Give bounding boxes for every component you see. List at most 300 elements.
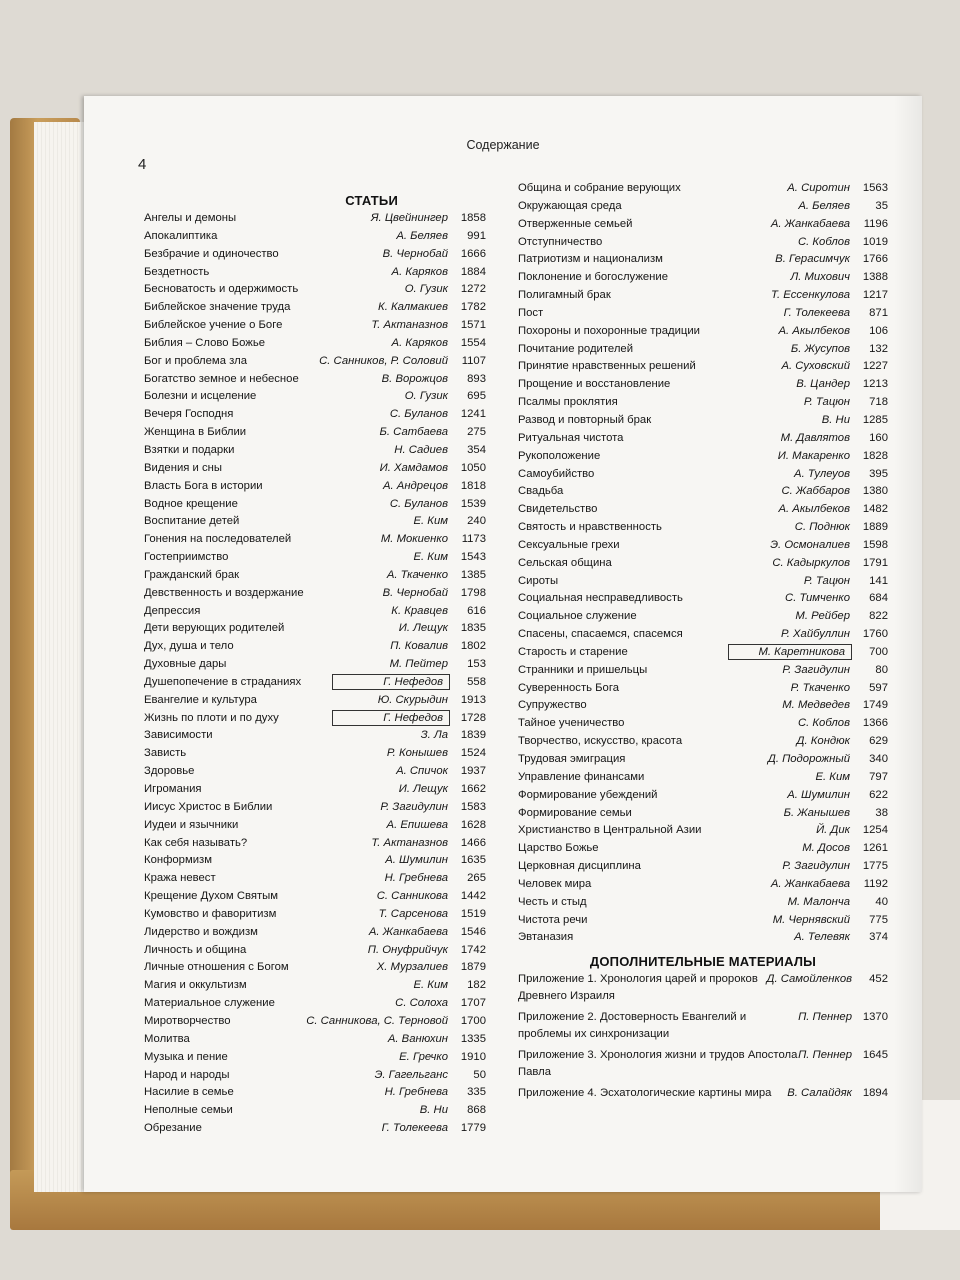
entry-title: Бог и проблема зла <box>144 354 248 367</box>
entry-author: Р. Конышев <box>386 747 448 760</box>
toc-entry[interactable] <box>518 305 888 323</box>
entry-author: В. Цандер <box>796 378 850 391</box>
entry-title: Иудеи и язычники <box>144 818 239 831</box>
entry-page-number: 1779 <box>460 1122 486 1135</box>
entry-author: С. Санникова <box>376 890 448 903</box>
entry-title: Воспитание детей <box>144 515 240 528</box>
entry-author: С. Жаббаров <box>781 485 850 498</box>
entry-page-number: 797 <box>869 770 888 783</box>
entry-author: Р. Загидулин <box>782 860 850 873</box>
entry-author: А. Беляев <box>396 229 448 242</box>
entry-title: Личные отношения с Богом <box>144 961 289 974</box>
left-column <box>144 192 486 1138</box>
toc-entry[interactable] <box>518 537 888 555</box>
toc-entry[interactable] <box>518 733 888 751</box>
toc-entry[interactable] <box>518 251 888 269</box>
entry-page-number: 1635 <box>460 854 486 867</box>
entry-title: Апокалиптика <box>144 229 218 242</box>
entry-title: Бесноватость и одержимость <box>144 283 299 296</box>
entry-page-number: 1858 <box>460 212 486 224</box>
entry-page-number: 160 <box>869 431 888 444</box>
entry-title: Гражданский брак <box>144 568 240 581</box>
toc-entry[interactable] <box>518 448 888 466</box>
entry-author: Д. Подорожный <box>767 753 850 765</box>
entry-title: Молитва <box>144 1032 190 1045</box>
entry-page-number: 1910 <box>460 1050 486 1063</box>
toc-entry[interactable] <box>144 335 486 353</box>
entry-title: Зависть <box>144 747 187 760</box>
right-column <box>518 180 888 1106</box>
entry-author: А. Каряков <box>391 265 448 278</box>
entry-author: Р. Хайбуллин <box>780 628 850 641</box>
toc-entry[interactable] <box>518 626 888 644</box>
entry-title: Здоровье <box>144 765 195 778</box>
toc-entry[interactable] <box>144 549 486 567</box>
entry-page-number: 893 <box>467 372 486 385</box>
entry-page-number: 1913 <box>460 693 486 706</box>
appendix-author: П. Пеннер <box>798 1049 852 1062</box>
entry-page-number: 1766 <box>862 253 888 266</box>
toc-entry[interactable] <box>518 519 888 537</box>
entry-page-number: 695 <box>467 390 486 403</box>
entry-page-number: 1519 <box>460 907 486 920</box>
toc-entry[interactable] <box>518 680 888 698</box>
entry-page-number: 1554 <box>460 336 486 349</box>
entry-title: Личность и община <box>144 943 247 956</box>
entry-page-number: 1196 <box>863 217 888 230</box>
toc-entry[interactable] <box>518 269 888 287</box>
entry-page-number: 182 <box>467 979 486 992</box>
toc-entry[interactable] <box>518 394 888 412</box>
entry-author: Э. Осмоналиев <box>770 538 850 551</box>
toc-entry[interactable] <box>518 769 888 787</box>
toc-entry[interactable] <box>518 287 888 305</box>
entry-author: Я. Цвейнингер <box>370 212 448 224</box>
entry-title: Социальное служение <box>518 610 637 623</box>
entry-title: Церковная дисциплина <box>518 860 641 873</box>
entry-title: Крещение Духом Святым <box>144 890 279 903</box>
entry-page-number: 1662 <box>460 783 486 795</box>
entry-author: И. Лещук <box>398 622 448 635</box>
entry-author: Г. Толекеева <box>783 306 850 319</box>
entry-page-number: 1666 <box>460 247 486 260</box>
toc-entry[interactable] <box>144 317 486 335</box>
entry-page-number: 141 <box>869 574 888 587</box>
entry-author: М. Мокиенко <box>380 533 448 546</box>
page-number: 4 <box>138 156 147 173</box>
entry-page-number: 1254 <box>862 824 888 837</box>
toc-entry[interactable] <box>144 888 486 906</box>
entry-author: С. Кадыркулов <box>772 556 850 569</box>
toc-entry[interactable] <box>144 781 486 799</box>
entry-title: Иисус Христос в Библии <box>144 800 273 813</box>
toc-entry[interactable] <box>518 858 888 876</box>
entry-author: Н. Гребнева <box>384 872 448 885</box>
entry-author: И. Макаренко <box>777 449 850 462</box>
entry-title: Женщина в Библии <box>144 426 247 439</box>
toc-entry[interactable] <box>518 234 888 252</box>
right-entry-list <box>518 180 888 947</box>
toc-entry[interactable] <box>144 727 486 745</box>
entry-author: А. Сиротин <box>787 182 850 194</box>
entry-author: М. Пейтер <box>389 658 448 671</box>
entry-title: Святость и нравственность <box>518 521 662 534</box>
entry-page-number: 1839 <box>460 729 486 742</box>
toc-entry[interactable] <box>144 745 486 763</box>
toc-entry[interactable] <box>144 620 486 638</box>
entry-page-number: 1217 <box>862 289 888 302</box>
entry-author: З. Ла <box>420 729 448 742</box>
entry-author: С. Солоха <box>395 997 448 1010</box>
toc-entry[interactable] <box>518 608 888 626</box>
entry-page-number: 622 <box>869 788 888 801</box>
entry-author: С. Коблов <box>797 235 850 248</box>
toc-entry[interactable] <box>144 585 486 603</box>
entry-page-number: 240 <box>467 515 486 528</box>
entry-page-number: 1335 <box>460 1032 486 1045</box>
appendix-entry[interactable] <box>518 1085 888 1102</box>
toc-entry[interactable] <box>144 1067 486 1085</box>
entry-author: А. Жанкабаева <box>770 217 850 230</box>
entry-author: В. Чернобай <box>382 586 448 599</box>
entry-author: Б. Жанышев <box>783 806 850 819</box>
toc-entry[interactable] <box>518 697 888 715</box>
toc-entry[interactable] <box>518 180 888 198</box>
entry-page-number: 1385 <box>460 568 486 581</box>
entry-author: Б. Сатбаева <box>379 426 448 439</box>
entry-title: Бездетность <box>144 265 210 278</box>
entry-page-number: 1628 <box>460 818 486 831</box>
entry-page-number: 1466 <box>460 836 486 849</box>
entry-author: С. Санникова, С. Терновой <box>306 1014 448 1027</box>
toc-entry[interactable] <box>144 995 486 1013</box>
entry-author: С. Санников, Р. Соловий <box>319 354 448 367</box>
entry-page-number: 1241 <box>460 408 486 421</box>
entry-author: А. Ткаченко <box>386 568 448 581</box>
toc-entry[interactable] <box>144 513 486 531</box>
toc-entry[interactable] <box>518 787 888 805</box>
entry-title: Поклонение и богослужение <box>518 271 669 284</box>
toc-entry[interactable] <box>144 710 486 728</box>
toc-entry[interactable] <box>144 799 486 817</box>
entry-author: А. Епишева <box>386 818 448 831</box>
toc-entry[interactable] <box>144 852 486 870</box>
entry-author: Е. Гречко <box>399 1050 448 1063</box>
entry-author: Э. Гагельганс <box>374 1068 448 1081</box>
toc-entry[interactable] <box>144 388 486 406</box>
entry-title: Конформизм <box>144 854 212 867</box>
toc-entry[interactable] <box>144 353 486 371</box>
entry-title: Суверенность Бога <box>518 681 619 694</box>
entry-page-number: 132 <box>869 342 888 355</box>
entry-page-number: 1583 <box>460 800 486 813</box>
entry-page-number: 1879 <box>460 961 486 974</box>
entry-title: Рукоположение <box>518 449 601 462</box>
entry-title: Сельская община <box>518 556 612 569</box>
book-page <box>84 96 922 1192</box>
toc-entry[interactable] <box>518 198 888 216</box>
entry-author: С. Тимченко <box>785 592 850 605</box>
toc-entry[interactable] <box>144 1102 486 1120</box>
entry-title: Спасены, спасаемся, спасемся <box>518 628 683 641</box>
toc-entry[interactable] <box>144 478 486 496</box>
toc-entry[interactable] <box>144 1013 486 1031</box>
toc-entry[interactable] <box>518 805 888 823</box>
entry-page-number: 1539 <box>460 497 486 510</box>
toc-entry[interactable] <box>518 751 888 769</box>
toc-entry[interactable] <box>144 1049 486 1067</box>
toc-entry[interactable] <box>518 590 888 608</box>
entry-page-number: 684 <box>869 592 888 605</box>
appendix-entry[interactable] <box>518 971 888 1005</box>
entry-title: Свидетельство <box>518 503 598 516</box>
toc-entry[interactable] <box>144 281 486 299</box>
entry-title: Формирование убеждений <box>518 788 658 801</box>
entry-author: М. Каретникова <box>728 644 852 660</box>
toc-entry[interactable] <box>144 763 486 781</box>
entry-author: М. Малонча <box>787 895 850 908</box>
entry-page-number: 265 <box>467 872 486 885</box>
entry-author: С. Буланов <box>389 408 448 421</box>
entry-author: Р. Тацюн <box>803 396 850 409</box>
toc-entry[interactable] <box>518 376 888 394</box>
entry-author: С. Буланов <box>389 497 448 510</box>
entry-page-number: 1818 <box>460 479 486 492</box>
toc-entry[interactable] <box>144 228 486 246</box>
appendix-title: Приложение 4. Эсхатологические картины мира <box>518 1087 772 1100</box>
toc-entry[interactable] <box>518 715 888 733</box>
entry-page-number: 1835 <box>460 622 486 635</box>
entry-title: Кумовство и фаворитизм <box>144 907 277 920</box>
entry-title: Библия – Слово Божье <box>144 336 266 349</box>
entry-page-number: 1192 <box>863 877 888 890</box>
entry-author: Г. Толекеева <box>381 1122 448 1135</box>
toc-entry[interactable] <box>144 906 486 924</box>
entry-page-number: 1107 <box>461 354 486 367</box>
entry-author: А. Тулеуов <box>794 467 850 480</box>
toc-entry[interactable] <box>518 894 888 912</box>
entry-title: Патриотизм и национализм <box>518 253 663 266</box>
entry-author: К. Калмакиев <box>378 301 448 314</box>
toc-entry[interactable] <box>518 644 888 662</box>
entry-page-number: 700 <box>869 645 888 658</box>
entry-author: А. Суховский <box>781 360 850 373</box>
toc-entry[interactable] <box>518 216 888 234</box>
entry-page-number: 597 <box>869 681 888 694</box>
entry-page-number: 1285 <box>862 413 888 426</box>
appendix-page-number: 1645 <box>862 1049 888 1062</box>
appendix-author: В. Салайдяк <box>787 1087 852 1100</box>
toc-entry[interactable] <box>144 567 486 585</box>
toc-entry[interactable] <box>518 929 888 947</box>
entry-title: Духовные дары <box>144 658 227 671</box>
toc-entry[interactable] <box>144 1084 486 1102</box>
entry-page-number: 80 <box>875 663 888 676</box>
entry-title: Гонения на последователей <box>144 533 292 546</box>
entry-page-number: 1760 <box>862 628 888 641</box>
entry-title: Сироты <box>518 574 559 587</box>
entry-page-number: 558 <box>467 675 486 688</box>
entry-title: Жизнь по плоти и по духу <box>144 711 279 724</box>
entry-author: Т. Актаназнов <box>371 836 448 849</box>
entry-title: Принятие нравственных решений <box>518 360 696 373</box>
entry-title: Царство Божье <box>518 842 599 855</box>
toc-entry[interactable] <box>518 341 888 359</box>
entry-author: О. Гузик <box>404 390 448 403</box>
toc-entry[interactable] <box>144 299 486 317</box>
entry-page-number: 868 <box>467 1104 486 1117</box>
entry-title: Дух, душа и тело <box>144 640 234 653</box>
toc-entry[interactable] <box>518 876 888 894</box>
toc-entry[interactable] <box>518 573 888 591</box>
toc-entry[interactable] <box>144 835 486 853</box>
entry-page-number: 335 <box>467 1086 486 1099</box>
entry-author: Р. Загидулин <box>380 800 448 813</box>
entry-title: Самоубийство <box>518 467 595 480</box>
entry-title: Творчество, искусство, красота <box>518 735 683 748</box>
entry-author: Р. Загидулин <box>782 663 850 676</box>
appendix-entry[interactable] <box>518 1047 888 1081</box>
entry-author: И. Лещук <box>398 783 448 795</box>
entry-title: Человек мира <box>518 877 592 890</box>
toc-entry[interactable] <box>518 840 888 858</box>
entry-page-number: 1728 <box>460 711 486 724</box>
entry-title: Развод и повторный брак <box>518 413 652 426</box>
entry-author: М. Медведев <box>782 699 850 712</box>
entry-page-number: 395 <box>869 467 888 480</box>
entry-author: С. Коблов <box>797 717 850 730</box>
entry-page-number: 1828 <box>862 449 888 462</box>
toc-entry[interactable] <box>144 210 486 228</box>
entry-author: Н. Гребнева <box>384 1086 448 1099</box>
toc-entry[interactable] <box>144 870 486 888</box>
toc-entry[interactable] <box>144 959 486 977</box>
entry-title: Депрессия <box>144 604 201 617</box>
toc-entry[interactable] <box>144 942 486 960</box>
appendix-entry[interactable] <box>518 1009 888 1043</box>
entry-title: Эвтаназия <box>518 931 574 944</box>
entry-author: А. Беляев <box>798 199 850 212</box>
toc-entry[interactable] <box>518 323 888 341</box>
toc-entry[interactable] <box>518 662 888 680</box>
entry-title: Игромания <box>144 783 202 795</box>
entry-page-number: 991 <box>467 229 486 242</box>
entry-author: Й. Дик <box>816 824 850 837</box>
entry-author: Т. Ессенкулова <box>771 289 850 302</box>
toc-entry[interactable] <box>144 638 486 656</box>
section-title-articles: СТАТЬИ <box>345 193 398 208</box>
entry-author: Т. Актаназнов <box>371 319 448 332</box>
toc-entry[interactable] <box>144 264 486 282</box>
toc-entry[interactable] <box>144 460 486 478</box>
toc-entry[interactable] <box>144 531 486 549</box>
entry-page-number: 775 <box>869 913 888 926</box>
entry-page-number: 1782 <box>460 301 486 314</box>
toc-entry[interactable] <box>144 692 486 710</box>
toc-entry[interactable] <box>144 424 486 442</box>
entry-page-number: 629 <box>869 735 888 748</box>
entry-page-number: 1543 <box>460 551 486 564</box>
entry-author: К. Кравцев <box>391 604 448 617</box>
toc-entry[interactable] <box>518 822 888 840</box>
entry-title: Материальное служение <box>144 997 275 1010</box>
toc-entry[interactable] <box>144 371 486 389</box>
entry-author: А. Андрецов <box>382 479 448 492</box>
toc-entry[interactable] <box>144 442 486 460</box>
entry-author: М. Давлятов <box>780 431 850 444</box>
toc-entry[interactable] <box>144 656 486 674</box>
entry-page-number: 1524 <box>460 747 486 760</box>
toc-entry[interactable] <box>518 466 888 484</box>
toc-entry[interactable] <box>144 406 486 424</box>
entry-title: Безбрачие и одиночество <box>144 247 279 260</box>
entry-title: Тайное ученичество <box>518 717 625 730</box>
entry-title: Странники и пришельцы <box>518 663 648 676</box>
entry-title: Народ и народы <box>144 1068 230 1081</box>
toc-entry[interactable] <box>518 555 888 573</box>
entry-title: Супружество <box>518 699 587 712</box>
entry-title: Библейское значение труда <box>144 301 291 314</box>
toc-entry[interactable] <box>144 1031 486 1049</box>
entry-author: А. Акылбеков <box>778 324 850 337</box>
toc-entry[interactable] <box>144 1120 486 1138</box>
entry-author: Е. Ким <box>413 515 448 528</box>
entry-title: Похороны и похоронные традиции <box>518 324 700 337</box>
entry-author: А. Жанкабаева <box>770 877 850 890</box>
toc-entry[interactable] <box>144 674 486 692</box>
toc-entry[interactable] <box>144 496 486 514</box>
entry-title: Ангелы и демоны <box>144 212 237 224</box>
entry-page-number: 1213 <box>862 378 888 391</box>
entry-title: Пост <box>518 306 544 319</box>
appendix-page-number: 452 <box>869 973 888 986</box>
entry-title: Музыка и пение <box>144 1050 228 1063</box>
appendix-title: Приложение 2. Достоверность Евангелий и проблемы их синхронизации <box>518 1011 747 1041</box>
toc-entry[interactable] <box>144 603 486 621</box>
entry-page-number: 38 <box>875 806 888 819</box>
entry-title: Формирование семьи <box>518 806 632 819</box>
toc-entry[interactable] <box>144 817 486 835</box>
entry-author: Д. Кондюк <box>796 735 850 748</box>
entry-title: Лидерство и вождизм <box>144 925 258 938</box>
entry-author: А. Акылбеков <box>778 503 850 516</box>
toc-entry[interactable] <box>518 912 888 930</box>
toc-entry[interactable] <box>518 430 888 448</box>
entry-page-number: 1571 <box>460 319 486 332</box>
entry-page-number: 374 <box>869 931 888 944</box>
toc-entry[interactable] <box>144 924 486 942</box>
entry-page-number: 1261 <box>862 842 888 855</box>
entry-page-number: 718 <box>869 396 888 409</box>
entry-title: Вечеря Господня <box>144 408 234 421</box>
entry-title: Душепопечение в страданиях <box>144 675 302 688</box>
toc-entry[interactable] <box>144 246 486 264</box>
entry-author: Р. Тацюн <box>803 574 850 587</box>
entry-title: Чистота речи <box>518 913 588 926</box>
entry-page-number: 1227 <box>862 360 888 373</box>
toc-entry[interactable] <box>518 501 888 519</box>
entry-title: Власть Бога в истории <box>144 479 263 492</box>
toc-entry[interactable] <box>144 977 486 995</box>
entry-page-number: 1802 <box>460 640 486 653</box>
entry-author: С. Поднюк <box>794 521 850 534</box>
entry-author: Г. Нефедов <box>332 710 450 726</box>
entry-author: И. Хамдамов <box>379 461 448 474</box>
toc-entry[interactable] <box>518 412 888 430</box>
toc-entry[interactable] <box>518 483 888 501</box>
entry-author: А. Каряков <box>391 336 448 349</box>
toc-entry[interactable] <box>518 358 888 376</box>
